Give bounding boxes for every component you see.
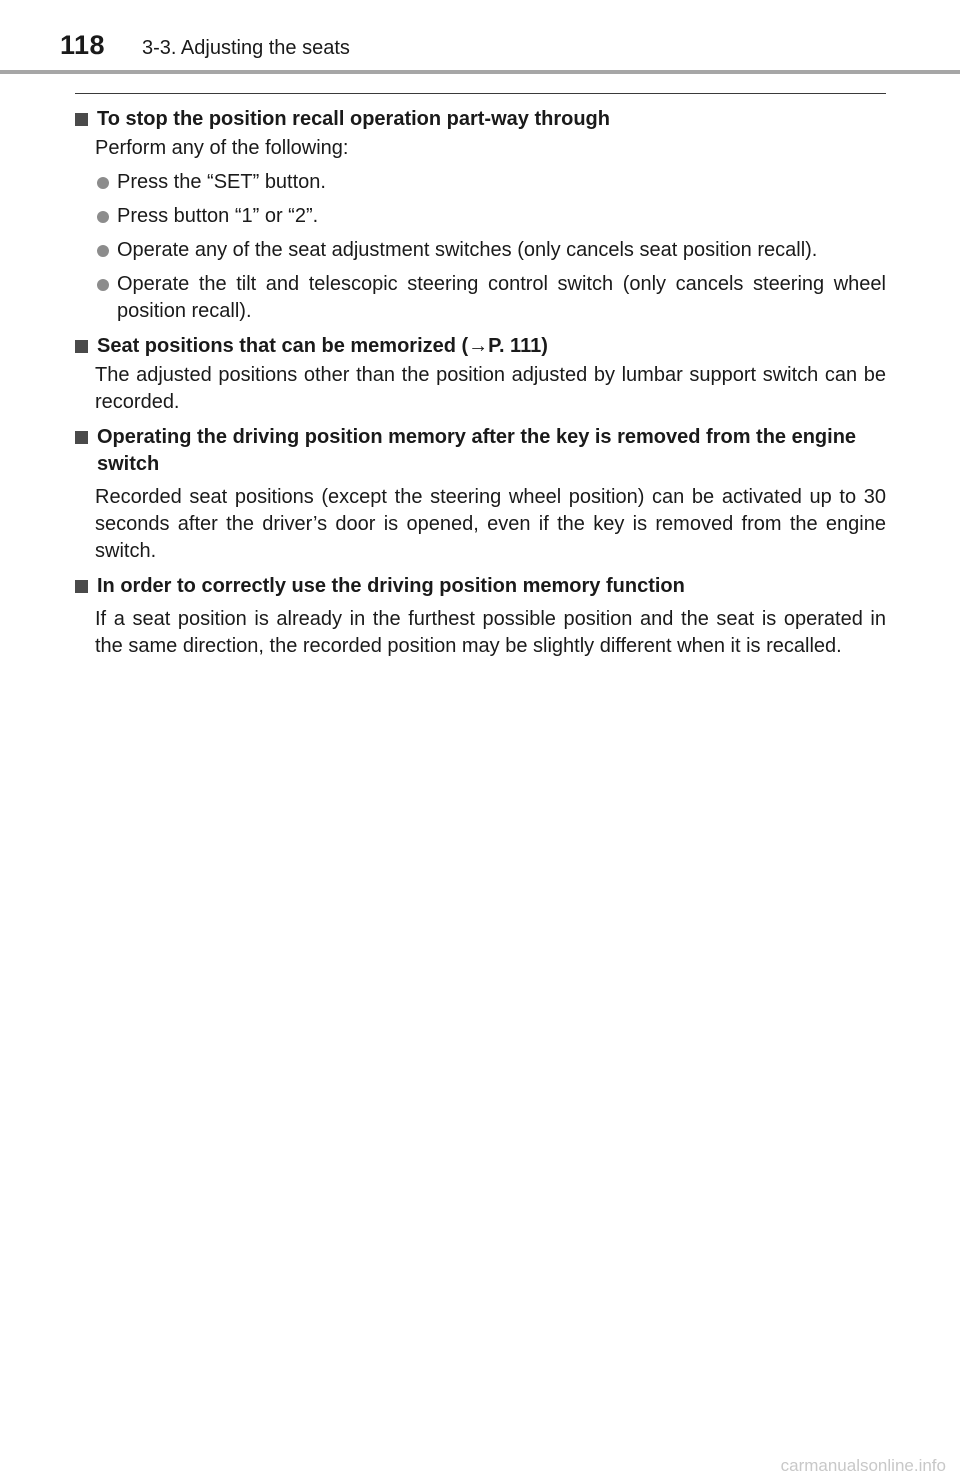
item-memorized-positions (75, 333, 886, 416)
item-body: The adjusted positions other than the position adjusted by lumbar support switch can be recorded. (95, 364, 886, 413)
bullet-item: Press the “SET” button. (75, 169, 886, 196)
section-title: 3-3. Adjusting the seats (142, 37, 350, 59)
bullet-item: Operate the tilt and telescopic steering control switch (only cancels steering wheel position recall). (75, 271, 886, 325)
bullet-dot-icon (97, 245, 109, 257)
item-heading: Seat positions that can be memorized (→P. 111) (75, 333, 886, 360)
square-marker-icon (75, 431, 88, 444)
bullet-dot-icon (97, 211, 109, 223)
bullet-dot-icon (97, 177, 109, 189)
item-correct-use (75, 573, 886, 660)
square-marker-icon (75, 340, 88, 353)
page-number: 118 (60, 30, 106, 60)
header-rule (0, 70, 960, 74)
watermark: carmanualsonline.info (780, 1456, 946, 1475)
item-intro: Perform any of the following: (95, 137, 349, 159)
item-heading: In order to correctly use the driving position memory function (75, 573, 886, 600)
item-heading: To stop the position recall operation part-way through (75, 106, 886, 133)
square-marker-icon (75, 113, 88, 126)
content-rule (75, 93, 886, 94)
square-marker-icon (75, 580, 88, 593)
item-body: Recorded seat positions (except the steering wheel position) can be activated up to 30 seconds after the driver’s door is opened, even if the key is removed from the engine switch. (95, 486, 886, 562)
item-body: If a seat position is already in the furthest possible position and the seat is operated in the same direction, the recorded position may be slightly different when it is recalled. (95, 608, 886, 657)
bullet-item: Press button “1” or “2”. (75, 203, 886, 230)
content (75, 106, 886, 668)
bullet-dot-icon (97, 279, 109, 291)
page-header (0, 0, 960, 76)
item-after-key-removed (75, 424, 886, 565)
item-stop-recall (75, 106, 886, 325)
item-heading: Operating the driving position memory after the key is removed from the engine switch (75, 424, 886, 478)
bullet-item: Operate any of the seat adjustment switches (only cancels seat position recall). (75, 237, 886, 264)
